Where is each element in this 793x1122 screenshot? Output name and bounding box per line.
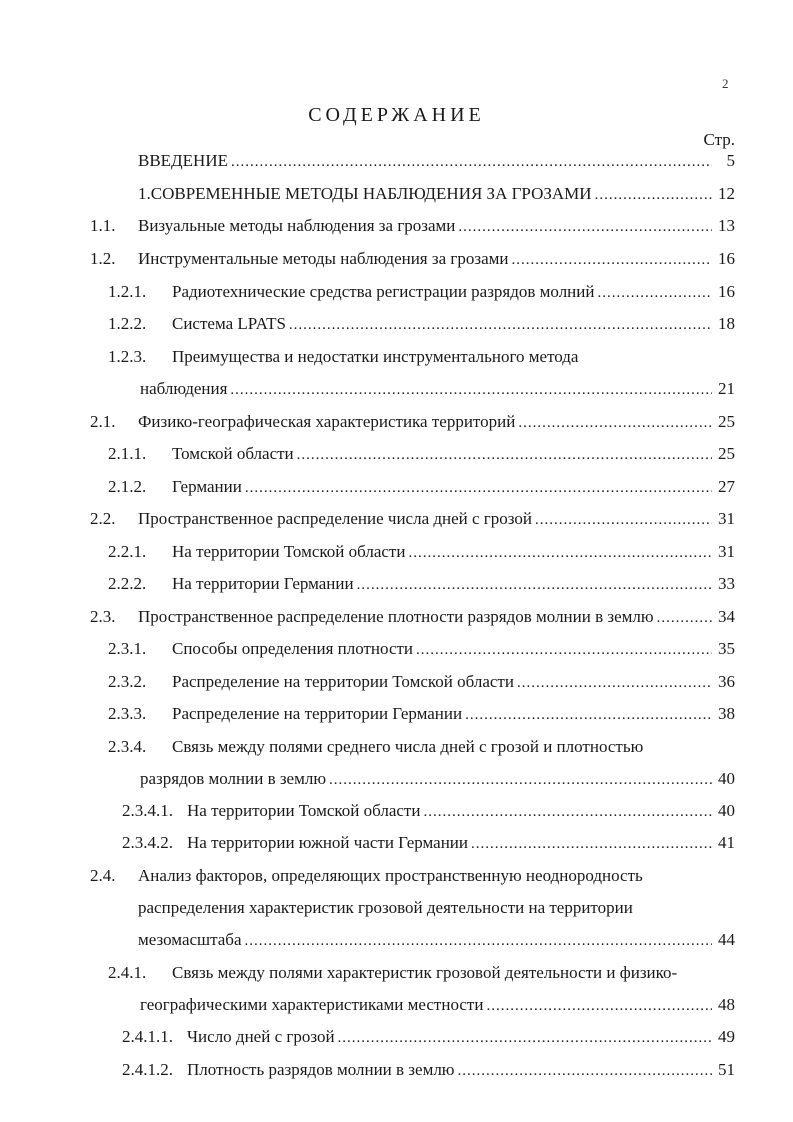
toc-entry-page: 34 — [718, 607, 735, 626]
toc-entry-number: 2.4.1. — [108, 963, 147, 982]
toc-entry-title-continuation: мезомасштаба — [138, 930, 242, 949]
toc-entry-number: 2.3.4.1. — [122, 801, 173, 820]
toc-entry[interactable] — [140, 994, 735, 1017]
toc-entry-number: 2.2.2. — [108, 574, 147, 593]
toc-entry[interactable] — [187, 1026, 735, 1049]
toc-entry-number: 1.2.2. — [108, 314, 147, 333]
toc-entry-title: Физико-географическая характеристика территорий — [138, 412, 516, 431]
toc-entry-number: 2.3.4. — [108, 737, 147, 756]
toc-entry-page: 51 — [718, 1060, 735, 1079]
toc-entry-number: 1.2.1. — [108, 282, 147, 301]
toc-entry-page: 25 — [718, 412, 735, 431]
toc-entry-title: Способы определения плотности — [172, 639, 414, 658]
dot-leader — [245, 930, 712, 952]
toc-entry-number: 2.3. — [90, 607, 116, 626]
toc-entry-title: Связь между полями среднего числа дней с грозой и плотностью — [172, 737, 644, 756]
toc-entry-title: На территории Томской области — [187, 801, 421, 820]
toc-entry-title: ВВЕДЕНИЕ — [138, 151, 228, 170]
toc-entry-title-continuation: распределения характеристик грозовой деятельности на территории — [138, 898, 633, 917]
dot-leader — [231, 151, 712, 173]
toc-entry-number: 1.2.3. — [108, 347, 147, 366]
dot-leader — [416, 639, 712, 661]
toc-entry-title-continuation: географическими характеристиками местности — [140, 995, 484, 1014]
toc-entry-page: 44 — [718, 930, 735, 949]
toc-entry[interactable] — [172, 443, 735, 466]
toc-entry-number: 2.3.3. — [108, 704, 147, 723]
toc-entry-number: 2.4.1.1. — [122, 1027, 173, 1046]
toc-entry-page: 21 — [718, 379, 735, 398]
toc-entry-page: 40 — [718, 801, 735, 820]
toc-entry-title: Распределение на территории Томской области — [172, 672, 514, 691]
toc-entry-page: 5 — [726, 151, 735, 170]
toc-entry-number: 2.1.1. — [108, 444, 147, 463]
toc-entry-title: Преимущества и недостатки инструментального метода — [172, 347, 579, 366]
toc-entry-title: Плотность разрядов молнии в землю — [187, 1060, 455, 1079]
toc-entry-title: На территории Германии — [172, 574, 354, 593]
toc-entry-title: Визуальные методы наблюдения за грозами — [138, 216, 456, 235]
toc-entry[interactable] — [138, 508, 735, 531]
toc-entry-title: Радиотехнические средства регистрации разрядов молний — [172, 282, 595, 301]
dot-leader — [289, 314, 712, 336]
toc-entry[interactable] — [172, 313, 735, 336]
toc-entry-page: 27 — [718, 477, 735, 496]
toc-entry[interactable] — [187, 800, 735, 823]
toc-entry-page: 49 — [718, 1027, 735, 1046]
toc-entry-page: 33 — [718, 574, 735, 593]
toc-entry-title: Система LPATS — [172, 314, 286, 333]
toc-entry-title: Инструментальные методы наблюдения за грозами — [138, 249, 509, 268]
toc-entry[interactable] — [172, 703, 735, 726]
toc-entry[interactable] — [138, 215, 735, 238]
toc-entry-number: 1.1. — [90, 216, 116, 235]
toc-entry-page: 25 — [718, 444, 735, 463]
toc-entry[interactable] — [138, 929, 735, 952]
toc-entry[interactable] — [187, 832, 735, 855]
dot-leader — [357, 574, 712, 596]
toc-entry[interactable] — [172, 638, 735, 661]
dot-leader — [245, 477, 712, 499]
toc-entry[interactable] — [140, 768, 735, 791]
toc-entry-number: 2.3.1. — [108, 639, 147, 658]
toc-entry[interactable] — [138, 248, 735, 271]
toc-entry[interactable] — [138, 411, 735, 434]
toc-entry-page: 18 — [718, 314, 735, 333]
toc-entry-title: Пространственное распределение плотности разрядов молнии в землю — [138, 607, 654, 626]
toc-entry[interactable] — [172, 541, 735, 564]
toc-entry-number: 2.1.2. — [108, 477, 147, 496]
toc-entry-title: На территории южной части Германии — [187, 833, 468, 852]
toc-entry[interactable] — [140, 378, 735, 401]
toc-entry-title: Число дней с грозой — [187, 1027, 335, 1046]
dot-leader — [657, 607, 712, 629]
toc-entry-title: На территории Томской области — [172, 542, 406, 561]
dot-leader — [518, 412, 712, 434]
toc-entry-number: 2.1. — [90, 412, 116, 431]
toc-entry-number: 2.3.4.2. — [122, 833, 173, 852]
toc-entry-title: Томской области — [172, 444, 294, 463]
toc-entry[interactable] — [172, 671, 735, 694]
toc-entry[interactable] — [172, 476, 735, 499]
dot-leader — [595, 184, 712, 206]
dot-leader — [338, 1027, 712, 1049]
toc-entry-number: 2.4. — [90, 866, 116, 885]
dot-leader — [408, 542, 712, 564]
toc-entry-page: 13 — [718, 216, 735, 235]
dot-leader — [471, 833, 712, 855]
toc-entry-page: 36 — [718, 672, 735, 691]
toc-entry-title-continuation: наблюдения — [140, 379, 228, 398]
toc-entry[interactable] — [138, 606, 735, 629]
toc-entry-page: 31 — [718, 509, 735, 528]
dot-leader — [465, 704, 712, 726]
toc-entry-title: Пространственное распределение числа дней с грозой — [138, 509, 532, 528]
dot-leader — [297, 444, 712, 466]
toc-entry-page: 12 — [718, 184, 735, 203]
toc-entry-title-continuation: разрядов молнии в землю — [140, 769, 327, 788]
toc-entry[interactable] — [138, 150, 735, 173]
dot-leader — [458, 216, 712, 238]
toc-entry-page: 16 — [718, 282, 735, 301]
toc-entry-title: Германии — [172, 477, 242, 496]
toc-entry[interactable] — [172, 281, 735, 304]
toc-entry-number: 2.2. — [90, 509, 116, 528]
toc-entry-title: 1.СОВРЕМЕННЫЕ МЕТОДЫ НАБЛЮДЕНИЯ ЗА ГРОЗАМИ — [138, 184, 592, 203]
toc-entry-number: 1.2. — [90, 249, 116, 268]
dot-leader — [511, 249, 712, 271]
dot-leader — [458, 1060, 712, 1082]
dot-leader — [597, 282, 712, 304]
dot-leader — [486, 995, 712, 1017]
toc-entry[interactable] — [172, 573, 735, 596]
toc-entry-page: 35 — [718, 639, 735, 658]
dot-leader — [517, 672, 712, 694]
toc-entry[interactable] — [187, 1059, 735, 1082]
toc-entry-title: Анализ факторов, определяющих пространственную неоднородность — [138, 866, 643, 885]
toc-entry-number: 2.2.1. — [108, 542, 147, 561]
toc-entry-page: 48 — [718, 995, 735, 1014]
toc-entry[interactable] — [138, 183, 735, 206]
toc-entry-title: Распределение на территории Германии — [172, 704, 463, 723]
toc-entry-page: 41 — [718, 833, 735, 852]
toc-entry-number: 2.3.2. — [108, 672, 147, 691]
toc-entry-page: 16 — [718, 249, 735, 268]
dot-leader — [535, 509, 712, 531]
dot-leader — [329, 769, 712, 791]
toc-entry-page: 31 — [718, 542, 735, 561]
dot-leader — [423, 801, 712, 823]
dot-leader — [230, 379, 712, 401]
page-number: 2 — [722, 76, 729, 91]
page-column-label: Стр. — [703, 130, 735, 149]
toc-entry-page: 40 — [718, 769, 735, 788]
toc-entry-title: Связь между полями характеристик грозовой деятельности и физико- — [172, 963, 678, 982]
page-title: СОДЕРЖАНИЕ — [308, 104, 485, 126]
toc-entry-page: 38 — [718, 704, 735, 723]
toc-entry-number: 2.4.1.2. — [122, 1060, 173, 1079]
